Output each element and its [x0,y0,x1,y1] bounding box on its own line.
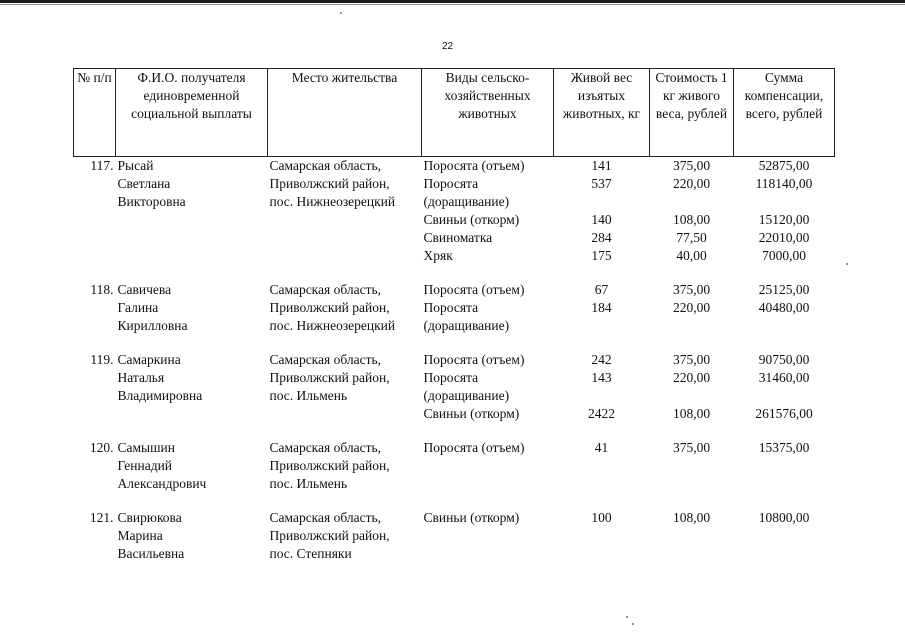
table-row [74,387,835,405]
live-weight-value [554,457,650,475]
row-spacer [74,335,835,351]
recipient-name-line: Свирюкова [117,510,182,525]
animal-kind-line: Свиноматка [423,230,493,245]
recipient-name-line: Геннадий [117,458,173,473]
animal-kind-line: Поросята [423,300,479,315]
row-spacer-cell [74,335,835,351]
animal-kind-line [422,457,554,475]
live-weight-value: 143 [591,370,612,385]
recipient-name-line: Кирилловна [117,318,188,333]
animal-kind-line: Свиньи (откорм) [423,406,520,421]
cost-per-kg-value: 220,00 [672,300,711,315]
compensation-sum-value: 22010,00 [758,230,810,245]
table-row [74,405,835,423]
live-weight-value: 141 [591,158,612,173]
cost-per-kg-value: 77,50 [676,230,707,245]
recipient-name-line: Светлана [117,176,171,191]
row-number [74,527,116,545]
scan-speck [632,623,634,625]
compensation-sum-value [734,193,835,211]
cost-per-kg-value: 108,00 [672,510,711,525]
row-number [74,369,116,387]
recipient-name-line: Савичева [117,282,172,297]
table-row [74,281,835,299]
row-number [74,299,116,317]
table-row [74,229,835,247]
cost-per-kg-value: 108,00 [672,406,711,421]
animal-kind-line: Хряк [423,248,453,263]
page-number: 22 [442,41,454,52]
cost-per-kg-value [650,527,734,545]
residence-line: пос. Ильмень [269,388,348,403]
scan-speck [846,263,848,265]
row-number [74,229,116,247]
live-weight-value [554,317,650,335]
table-row [74,211,835,229]
compensation-sum-value: 261576,00 [755,406,813,421]
table-row [74,509,835,527]
compensation-table [73,68,835,563]
animal-kind-line: Поросята [423,370,479,385]
live-weight-value [554,475,650,493]
cost-per-kg-value [650,545,734,563]
recipient-name-line: Самаркина [117,352,181,367]
cost-per-kg-value: 375,00 [672,282,711,297]
recipient-name-line: Васильевна [117,546,185,561]
residence-line: пос. Нижнеозерецкий [269,194,396,209]
table-row [74,299,835,317]
recipient-name-line: Самышин [117,440,175,455]
live-weight-value: 284 [591,230,612,245]
cost-per-kg-value: 375,00 [672,352,711,367]
animal-kind-line: Свиньи (откорм) [423,510,520,525]
live-weight-value: 140 [591,212,612,227]
animal-kind-line: (доращивание) [423,194,510,209]
row-number [74,405,116,423]
table-header-row [74,69,835,157]
recipient-name-line: Рысай [117,158,154,173]
compensation-sum-value: 90750,00 [758,352,810,367]
animal-kind-line [422,527,554,545]
scan-edge-top [0,0,905,3]
cost-per-kg-value [650,457,734,475]
table-row [74,157,835,176]
cost-per-kg-value: 108,00 [672,212,711,227]
recipient-name-line [116,405,268,423]
table-row [74,545,835,563]
row-number [74,545,116,563]
cost-per-kg-value: 375,00 [672,158,711,173]
live-weight-value: 537 [591,176,612,191]
row-number [74,175,116,193]
row-number: 118. [90,282,114,297]
compensation-sum-value: 10800,00 [758,510,810,525]
live-weight-value: 100 [591,510,612,525]
header-animal-kind: Виды сельско-хозяйственных животных [422,69,554,157]
row-number: 119. [90,352,114,367]
residence-line: Приволжский район, [269,528,390,543]
compensation-sum-value [734,475,835,493]
row-number [74,247,116,265]
table-body [74,157,835,564]
residence-line [268,247,422,265]
residence-line [268,229,422,247]
scan-speck [340,12,342,14]
recipient-name-line [116,247,268,265]
table-row [74,247,835,265]
residence-line: Самарская область, [269,440,382,455]
cost-per-kg-value: 375,00 [672,440,711,455]
header-residence: Место жительства [268,69,422,157]
residence-line [268,211,422,229]
header-compensation-sum: Сумма компенсации, всего, рублей [734,69,835,157]
compensation-sum-value: 15120,00 [758,212,810,227]
animal-kind-line [422,545,554,563]
recipient-name-line: Галина [117,300,159,315]
residence-line: пос. Нижнеозерецкий [269,318,396,333]
compensation-sum-value: 52875,00 [758,158,810,173]
animal-kind-line: Свиньи (откорм) [423,212,520,227]
live-weight-value: 242 [591,352,612,367]
compensation-sum-value: 40480,00 [758,300,810,315]
cost-per-kg-value [650,387,734,405]
live-weight-value: 175 [591,248,612,263]
live-weight-value: 67 [594,282,609,297]
compensation-sum-value: 7000,00 [762,248,806,263]
live-weight-value: 2422 [588,406,615,421]
animal-kind-line: Поросята [423,176,479,191]
live-weight-value [554,527,650,545]
live-weight-value: 41 [594,440,609,455]
cost-per-kg-value: 220,00 [672,176,711,191]
compensation-sum-value [734,545,835,563]
row-spacer-cell [74,265,835,281]
row-number: 121. [89,510,114,525]
live-weight-value [554,387,650,405]
residence-line: пос. Степняки [269,546,352,561]
animal-kind-line: Поросята (отъем) [423,282,525,297]
live-weight-value [554,193,650,211]
header-recipient-name: Ф.И.О. получателя единовременной социальной выплаты [116,69,268,157]
cost-per-kg-value [650,317,734,335]
row-number [74,211,116,229]
cost-per-kg-value [650,475,734,493]
live-weight-value: 184 [591,300,612,315]
table-row [74,527,835,545]
live-weight-value [554,545,650,563]
recipient-name-line: Александрович [117,476,207,491]
table-row [74,475,835,493]
row-number [74,193,116,211]
residence-line: Самарская область, [269,510,382,525]
residence-line: Приволжский район, [269,370,390,385]
animal-kind-line: Поросята (отъем) [423,440,525,455]
row-number [74,475,116,493]
animal-kind-line: Поросята (отъем) [423,352,525,367]
row-number: 117. [90,158,114,173]
residence-line: пос. Ильмень [269,476,348,491]
compensation-sum-value: 118140,00 [755,176,813,191]
table-row [74,175,835,193]
compensation-sum-value [734,457,835,475]
recipient-name-line: Викторовна [117,194,186,209]
compensation-sum-value [734,317,835,335]
animal-kind-line: (доращивание) [423,318,510,333]
table-row [74,317,835,335]
header-live-weight: Живой вес изъятых животных, кг [554,69,650,157]
row-spacer-cell [74,423,835,439]
row-spacer [74,493,835,509]
recipient-name-line [116,211,268,229]
residence-line: Самарская область, [269,282,382,297]
cost-per-kg-value [650,193,734,211]
residence-line: Приволжский район, [269,458,390,473]
residence-line: Приволжский район, [269,176,390,191]
compensation-sum-value: 31460,00 [758,370,810,385]
residence-line: Приволжский район, [269,300,390,315]
recipient-name-line: Наталья [117,370,165,385]
row-number [74,457,116,475]
residence-line: Самарская область, [269,352,382,367]
table-row [74,457,835,475]
row-number [74,317,116,335]
compensation-sum-value [734,387,835,405]
table-row [74,351,835,369]
row-number: 120. [89,440,114,455]
recipient-name-line: Владимировна [117,388,203,403]
animal-kind-line: (доращивание) [423,388,510,403]
recipient-name-line: Марина [117,528,163,543]
row-number [74,387,116,405]
cost-per-kg-value: 40,00 [676,248,707,263]
table-row [74,439,835,457]
table-row [74,369,835,387]
scan-edge-line [0,4,905,5]
compensation-sum-value: 25125,00 [758,282,810,297]
row-spacer [74,265,835,281]
scan-speck [626,616,628,618]
animal-kind-line: Поросята (отъем) [423,158,525,173]
table-row [74,193,835,211]
cost-per-kg-value: 220,00 [672,370,711,385]
header-number: № п/п [74,69,116,157]
row-spacer-cell [74,493,835,509]
row-spacer [74,423,835,439]
residence-line [268,405,422,423]
recipient-name-line [116,229,268,247]
animal-kind-line [422,475,554,493]
compensation-sum-value [734,527,835,545]
header-cost-per-kg: Стоимость 1 кг живого веса, рублей [650,69,734,157]
compensation-sum-value: 15375,00 [758,440,810,455]
residence-line: Самарская область, [269,158,382,173]
